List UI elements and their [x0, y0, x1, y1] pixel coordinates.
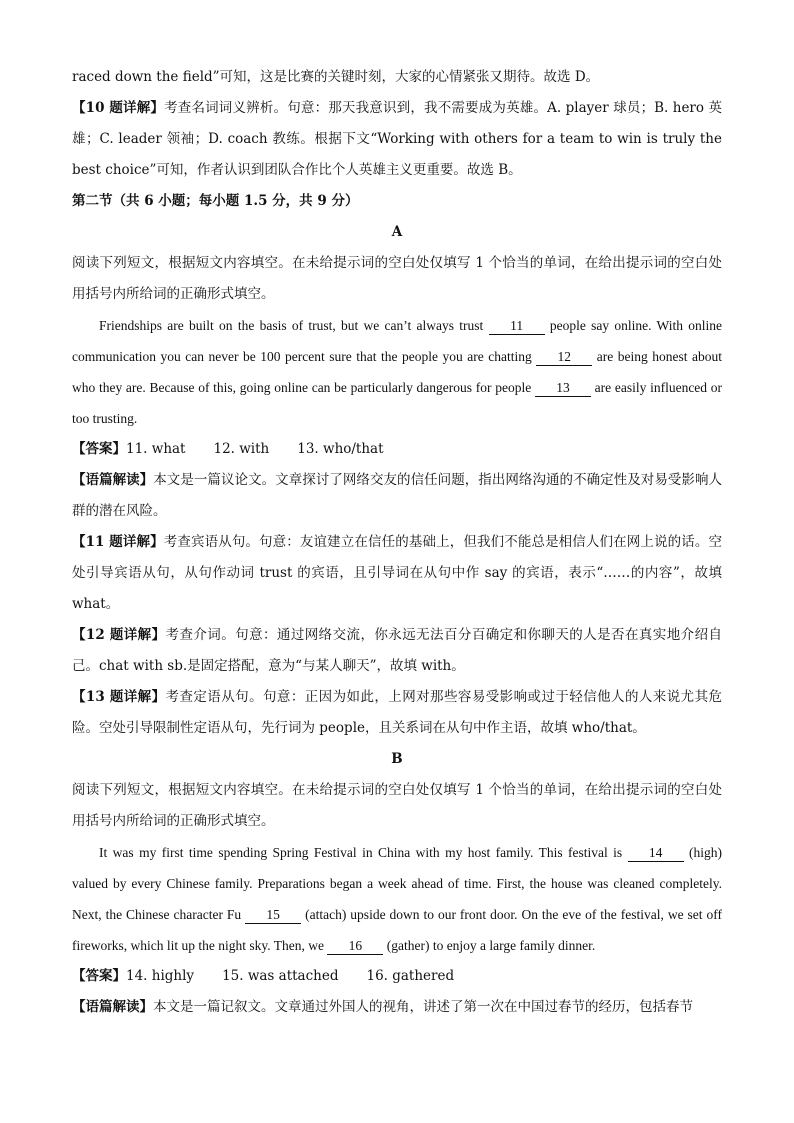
answer-14: 14. highly: [126, 968, 195, 984]
answer-15: 15. was attached: [222, 968, 339, 984]
q12-tag: 【12 题详解】: [72, 627, 166, 643]
passage-b-text-4: (gather) to enjoy a large family dinner.: [386, 938, 596, 953]
passage-a-text-1: Friendships are built on the basis of trust, but we can’t always trust: [99, 318, 484, 333]
answer-13: 13. who/that: [297, 441, 384, 457]
q12-explanation: [72, 620, 722, 682]
paragraph-q9-end: raced down the field”可知，这是比赛的关键时刻，大家的心情紧张又期待。故选 D。: [72, 69, 600, 85]
q11-explanation: [72, 527, 722, 620]
blank-11: 11: [489, 318, 545, 335]
answers-a: [72, 434, 722, 465]
part-b-passage: [72, 837, 722, 961]
blank-14: 14: [628, 845, 684, 862]
q10-tag: 【10 题详解】: [72, 100, 165, 116]
q12-text: 考查介词。句意：通过网络交流，你永远无法百分百确定和你聊天的人是否在真实地介绍自己。chat with sb.是固定搭配，意为“与某人聊天”，故填 with。: [72, 627, 722, 674]
q13-explanation: [72, 682, 722, 744]
q10-text: 考查名词词义辨析。句意：那天我意识到，我不需要成为英雄。A. player 球员；B. hero 英雄；C. leader 领袖；D. coach 教练。根据下文“Working with others for a team to win is truly the best choice”可知，作者认识到团队合作比个人英雄主义更重要。故选 B。: [72, 100, 722, 178]
answer-b-tag: 【答案】: [72, 968, 126, 984]
blank-15: 15: [245, 907, 301, 924]
reading-b-tag: 【语篇解读】: [72, 999, 153, 1015]
passage-b-text-1: It was my first time spending Spring Festival in China with my host family. This festival is: [99, 845, 623, 860]
q13-tag: 【13 题详解】: [72, 689, 166, 705]
section-2-heading: 第二节（共 6 小题；每小题 1.5 分，共 9 分）: [72, 193, 359, 209]
blank-12: 12: [536, 349, 592, 366]
reading-a: [72, 465, 722, 527]
blank-16: 16: [327, 938, 383, 955]
paragraph-q10-explanation: [72, 93, 722, 186]
reading-a-tag: 【语篇解读】: [72, 472, 154, 488]
answers-b: [72, 961, 722, 992]
part-b-heading: B: [391, 751, 403, 767]
passage-b-text-3: (attach) upside down to our front door. On the eve of the festival, we set off fireworks, which lit up the night sky. Then, we: [72, 907, 723, 953]
answer-16: 16. gathered: [366, 968, 455, 984]
passage-a-text-4: are easily influenced or too trusting.: [72, 380, 723, 426]
reading-a-text: 本文是一篇议论文。文章探讨了网络交友的信任问题，指出网络沟通的不确定性及对易受影响人群的潜在风险。: [72, 472, 723, 519]
answer-a-tag: 【答案】: [72, 441, 126, 457]
q11-text: 考查宾语从句。句意：友谊建立在信任的基础上，但我们不能总是相信人们在网上说的话。空处引导宾语从句，从句作动词 trust 的宾语，且引导词在从句中作 say 的宾语，表示“……的内容”，故填 what。: [72, 534, 723, 612]
part-a-passage: [72, 310, 722, 434]
part-a-heading: A: [391, 224, 403, 240]
answer-11: 11. what: [126, 441, 186, 457]
reading-b-text: 本文是一篇记叙文。文章通过外国人的视角，讲述了第一次在中国过春节的经历，包括春节: [153, 999, 693, 1015]
answer-12: 12. with: [213, 441, 270, 457]
passage-a-text-3: are being honest about who they are. Because of this, going online can be particularly dangerous for people: [72, 349, 723, 395]
part-b-instructions: 阅读下列短文，根据短文内容填空。在未给提示词的空白处仅填写 1 个恰当的单词，在给出提示词的空白处用括号内所给词的正确形式填空。: [72, 782, 722, 829]
passage-a-text-2: people say online. With online communication you can never be 100 percent sure that the people you are chatting: [72, 318, 723, 364]
q13-text: 考查定语从句。句意：正因为如此，上网对那些容易受影响或过于轻信他人的人来说尤其危险。空处引导限制性定语从句，先行词为 people，且关系词在从句中作主语，故填 who/that。: [72, 689, 722, 736]
blank-13: 13: [535, 380, 591, 397]
passage-b-text-2: (high) valued by every Chinese family. Preparations began a week ahead of time. First, the house was cleaned completely. Next, the Chinese character Fu: [72, 845, 722, 922]
part-a-instructions: 阅读下列短文，根据短文内容填空。在未给提示词的空白处仅填写 1 个恰当的单词，在给出提示词的空白处用括号内所给词的正确形式填空。: [72, 255, 722, 302]
document-page: [72, 62, 722, 1023]
q11-tag: 【11 题详解】: [72, 534, 164, 550]
reading-b: [72, 992, 722, 1023]
